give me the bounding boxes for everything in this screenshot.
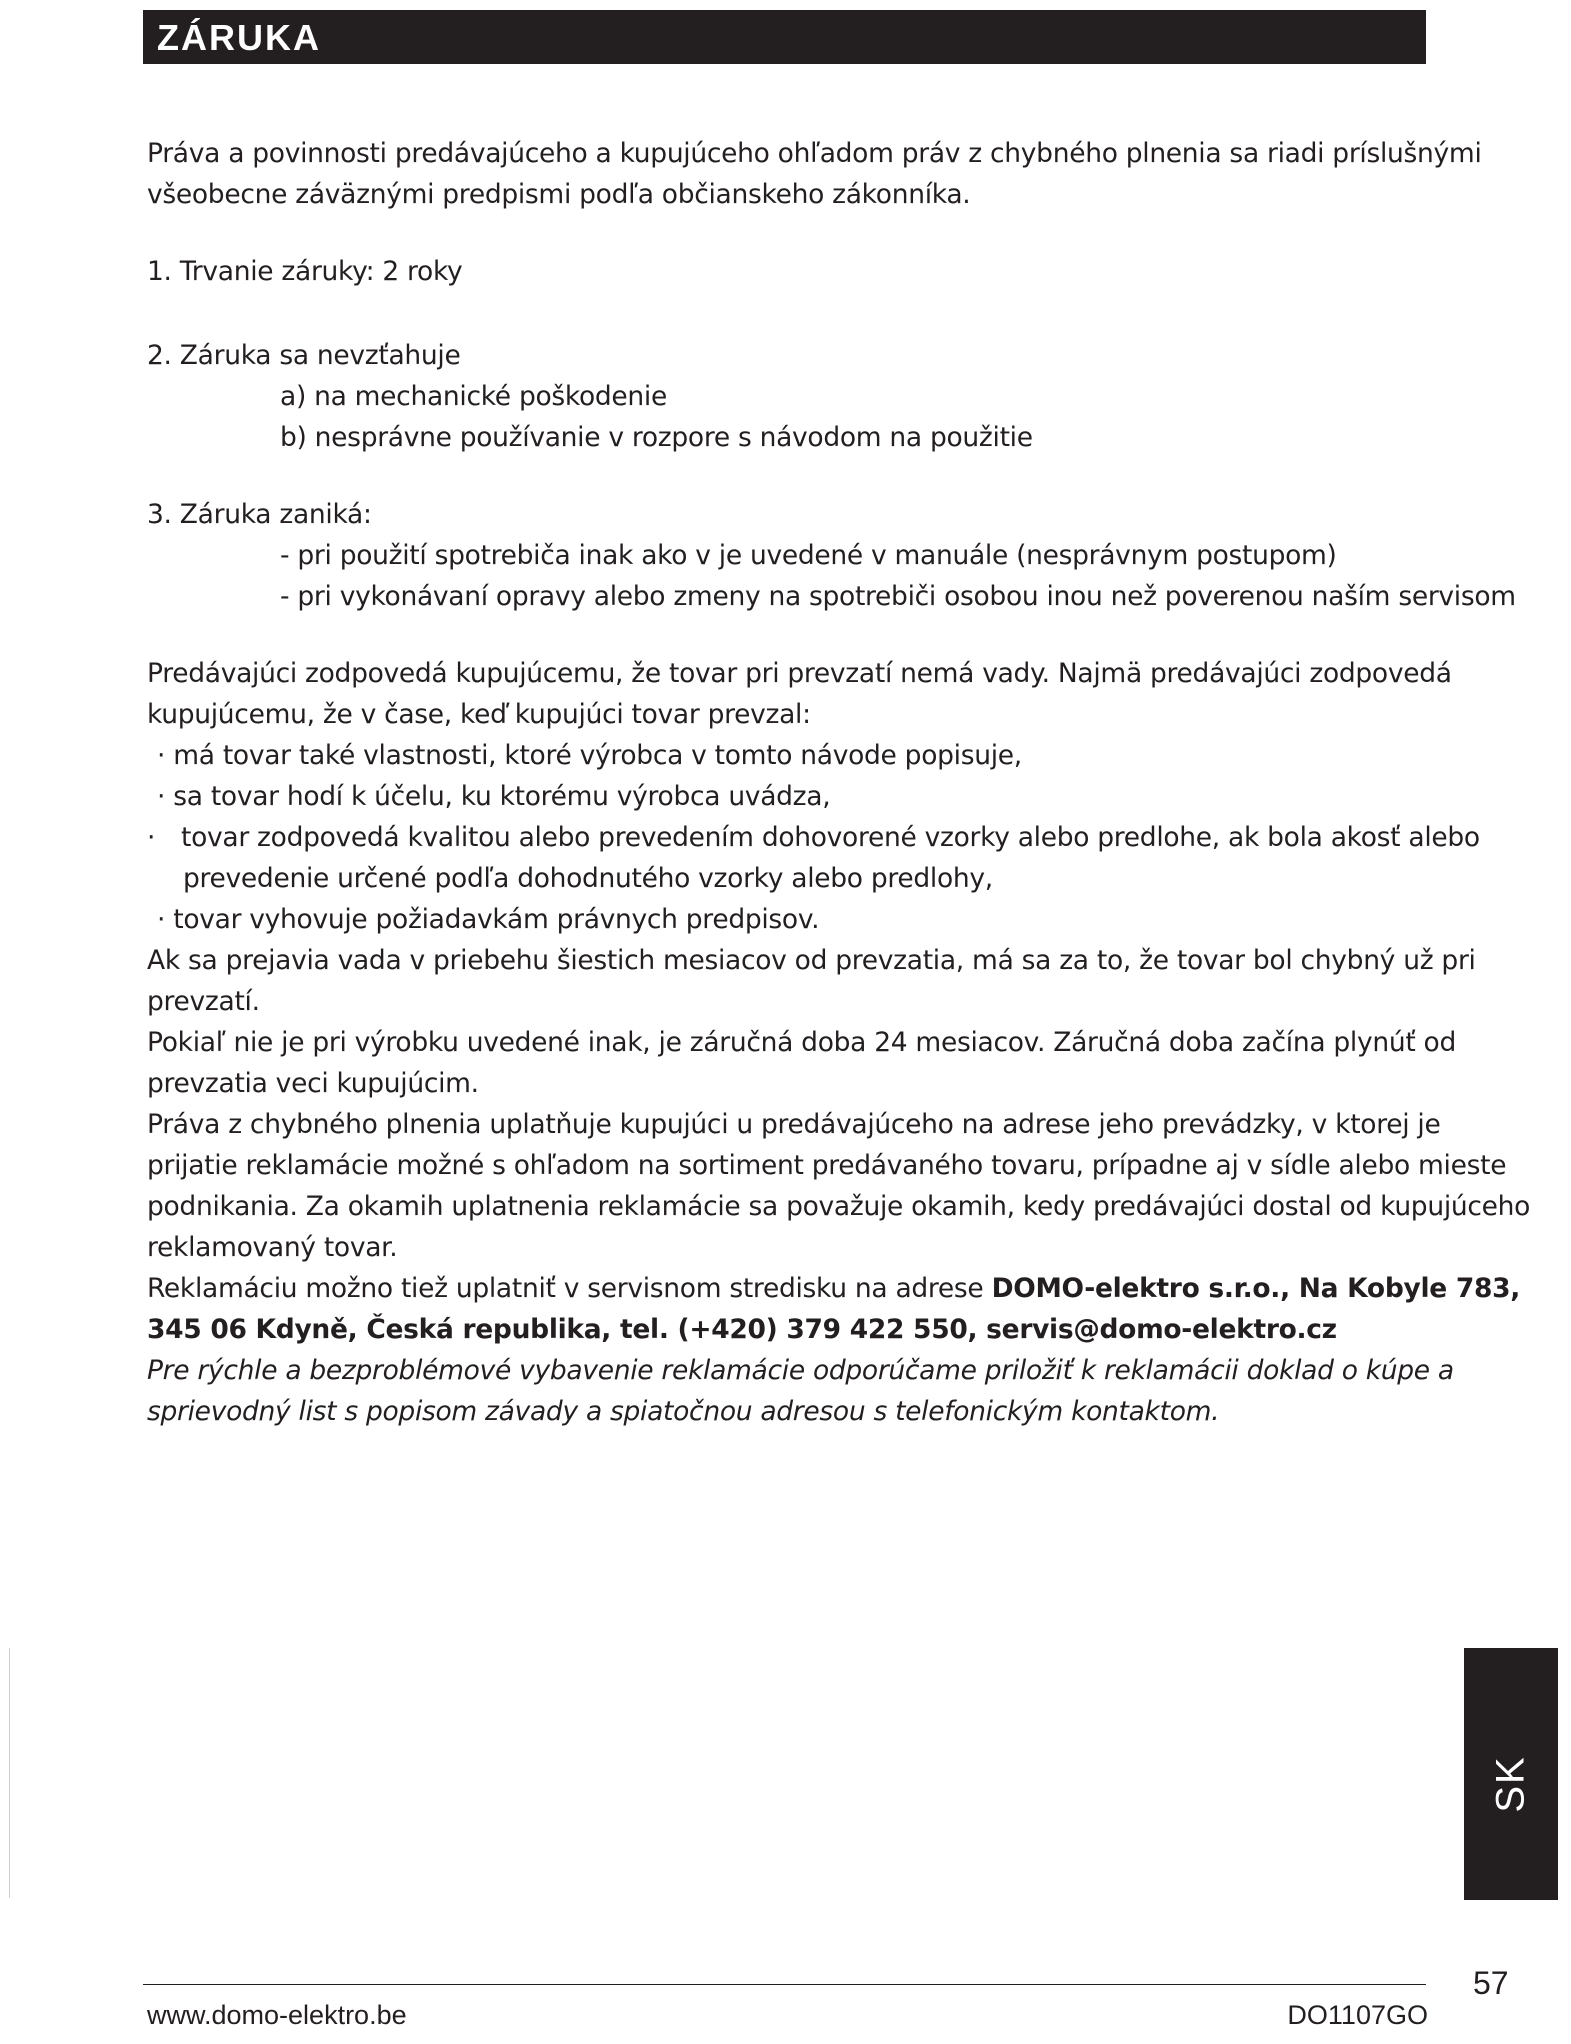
seller-bullet-4: · tovar vyhovuje požiadavkám právnych predpisov. [157,904,820,935]
footer-model: DO1107GO [1287,2000,1428,2030]
intro-line-2: všeobecne záväznými predpismi podľa občianskeho zákonníka. [147,179,971,210]
list-item-3b: - pri vykonávaní opravy alebo zmeny na spotrebiči osobou inou než poverenou naším servisom [280,581,1516,612]
seller-bullet-1: · má tovar také vlastnosti, ktoré výrobca v tomto návode popisuje, [157,740,1022,771]
claim-line-3: podnikania. Za okamih uplatnenia reklamácie sa považuje okamih, kedy predávajúci dostal od kupujúceho [147,1191,1531,1222]
period-line-1: Pokiaľ nie je pri výrobku uvedené inak, je záručná doba 24 mesiacov. Záručná doba začína plynúť od [147,1027,1456,1058]
seller-bullet-3 [147,817,1480,858]
service-prefix: Reklamáciu možno tiež uplatniť v servisnom stredisku na adrese [147,1273,992,1304]
seller-line-2: kupujúcemu, že v čase, keď kupujúci tovar prevzal: [147,699,811,730]
claim-line-4: reklamovaný tovar. [147,1232,398,1263]
seller-bullet-2: · sa tovar hodí k účelu, ku ktorému výrobca uvádza, [157,781,831,812]
list-item-2b: b) nesprávne používanie v rozpore s návodom na použitie [280,422,1033,453]
footer-website: www.domo-elektro.be [147,2000,407,2030]
language-tab [1464,1648,1558,1900]
service-line-2 [147,1309,1447,1350]
seller-bullet-3-text: tovar zodpovedá kvalitou alebo prevedením dohovorené vzorky alebo predlohe, ak bola akosť alebo [181,822,1480,853]
bullet-dot: · [147,822,156,853]
side-rule [9,1648,10,1898]
tip-line-2 [147,1391,1447,1432]
language-tab-label: SK [1488,1755,1533,1813]
seller-line-1: Predávajúci zodpovedá kupujúcemu, že tovar pri prevzatí nemá vady. Najmä predávajúci zodpovedá [147,658,1452,689]
page-number: 57 [1473,1965,1509,2001]
footer-divider [143,1984,1426,1985]
page-title: ZÁRUKA [157,17,321,58]
service-contact: 345 06 Kdyně, Česká republika, tel. (+420) 379 422 550, servis@domo-elektro.cz [147,1314,1337,1345]
tip-line-1 [147,1350,1454,1391]
period-line-2: prevzatia veci kupujúcim. [147,1068,479,1099]
list-item-3: 3. Záruka zaniká: [147,499,372,530]
warranty-content [147,133,1531,1432]
title-bar [143,10,1426,64]
defect-line-2: prevzatí. [147,986,260,1017]
list-item-2a: a) na mechanické poškodenie [280,381,667,412]
claim-line-2: prijatie reklamácie možné s ohľadom na sortiment predávaného tovaru, prípadne aj v sídle alebo mieste [147,1150,1507,1181]
intro-line-1: Práva a povinnosti predávajúceho a kupujúceho ohľadom práv z chybného plnenia sa riadi príslušnými [147,138,1482,169]
claim-line-1: Práva z chybného plnenia uplatňuje kupujúci u predávajúceho na adrese jeho prevádzky, v ktorej je [147,1109,1441,1140]
list-item-2: 2. Záruka sa nevzťahuje [147,340,461,371]
tip-text-1: Pre rýchle a bezproblémové vybavenie reklamácie odporúčame priložiť k reklamácii doklad o kúpe a [147,1355,1454,1386]
list-item-3a: - pri použití spotrebiča inak ako v je uvedené v manuále (nesprávnym postupom) [280,540,1337,571]
tip-text-2: sprievodný list s popisom závady a spiatočnou adresou s telefonickým kontaktom. [147,1396,1220,1427]
seller-bullet-3-cont: prevedenie určené podľa dohodnutého vzorky alebo predlohy, [183,863,993,894]
service-line-1 [147,1268,1521,1309]
defect-line-1: Ak sa prejavia vada v priebehu šiestich mesiacov od prevzatia, má sa za to, že tovar bol chybný už pri [147,945,1476,976]
list-item-1: 1. Trvanie záruky: 2 roky [147,256,463,287]
service-address: DOMO-elektro s.r.o., Na Kobyle 783, [991,1273,1521,1304]
